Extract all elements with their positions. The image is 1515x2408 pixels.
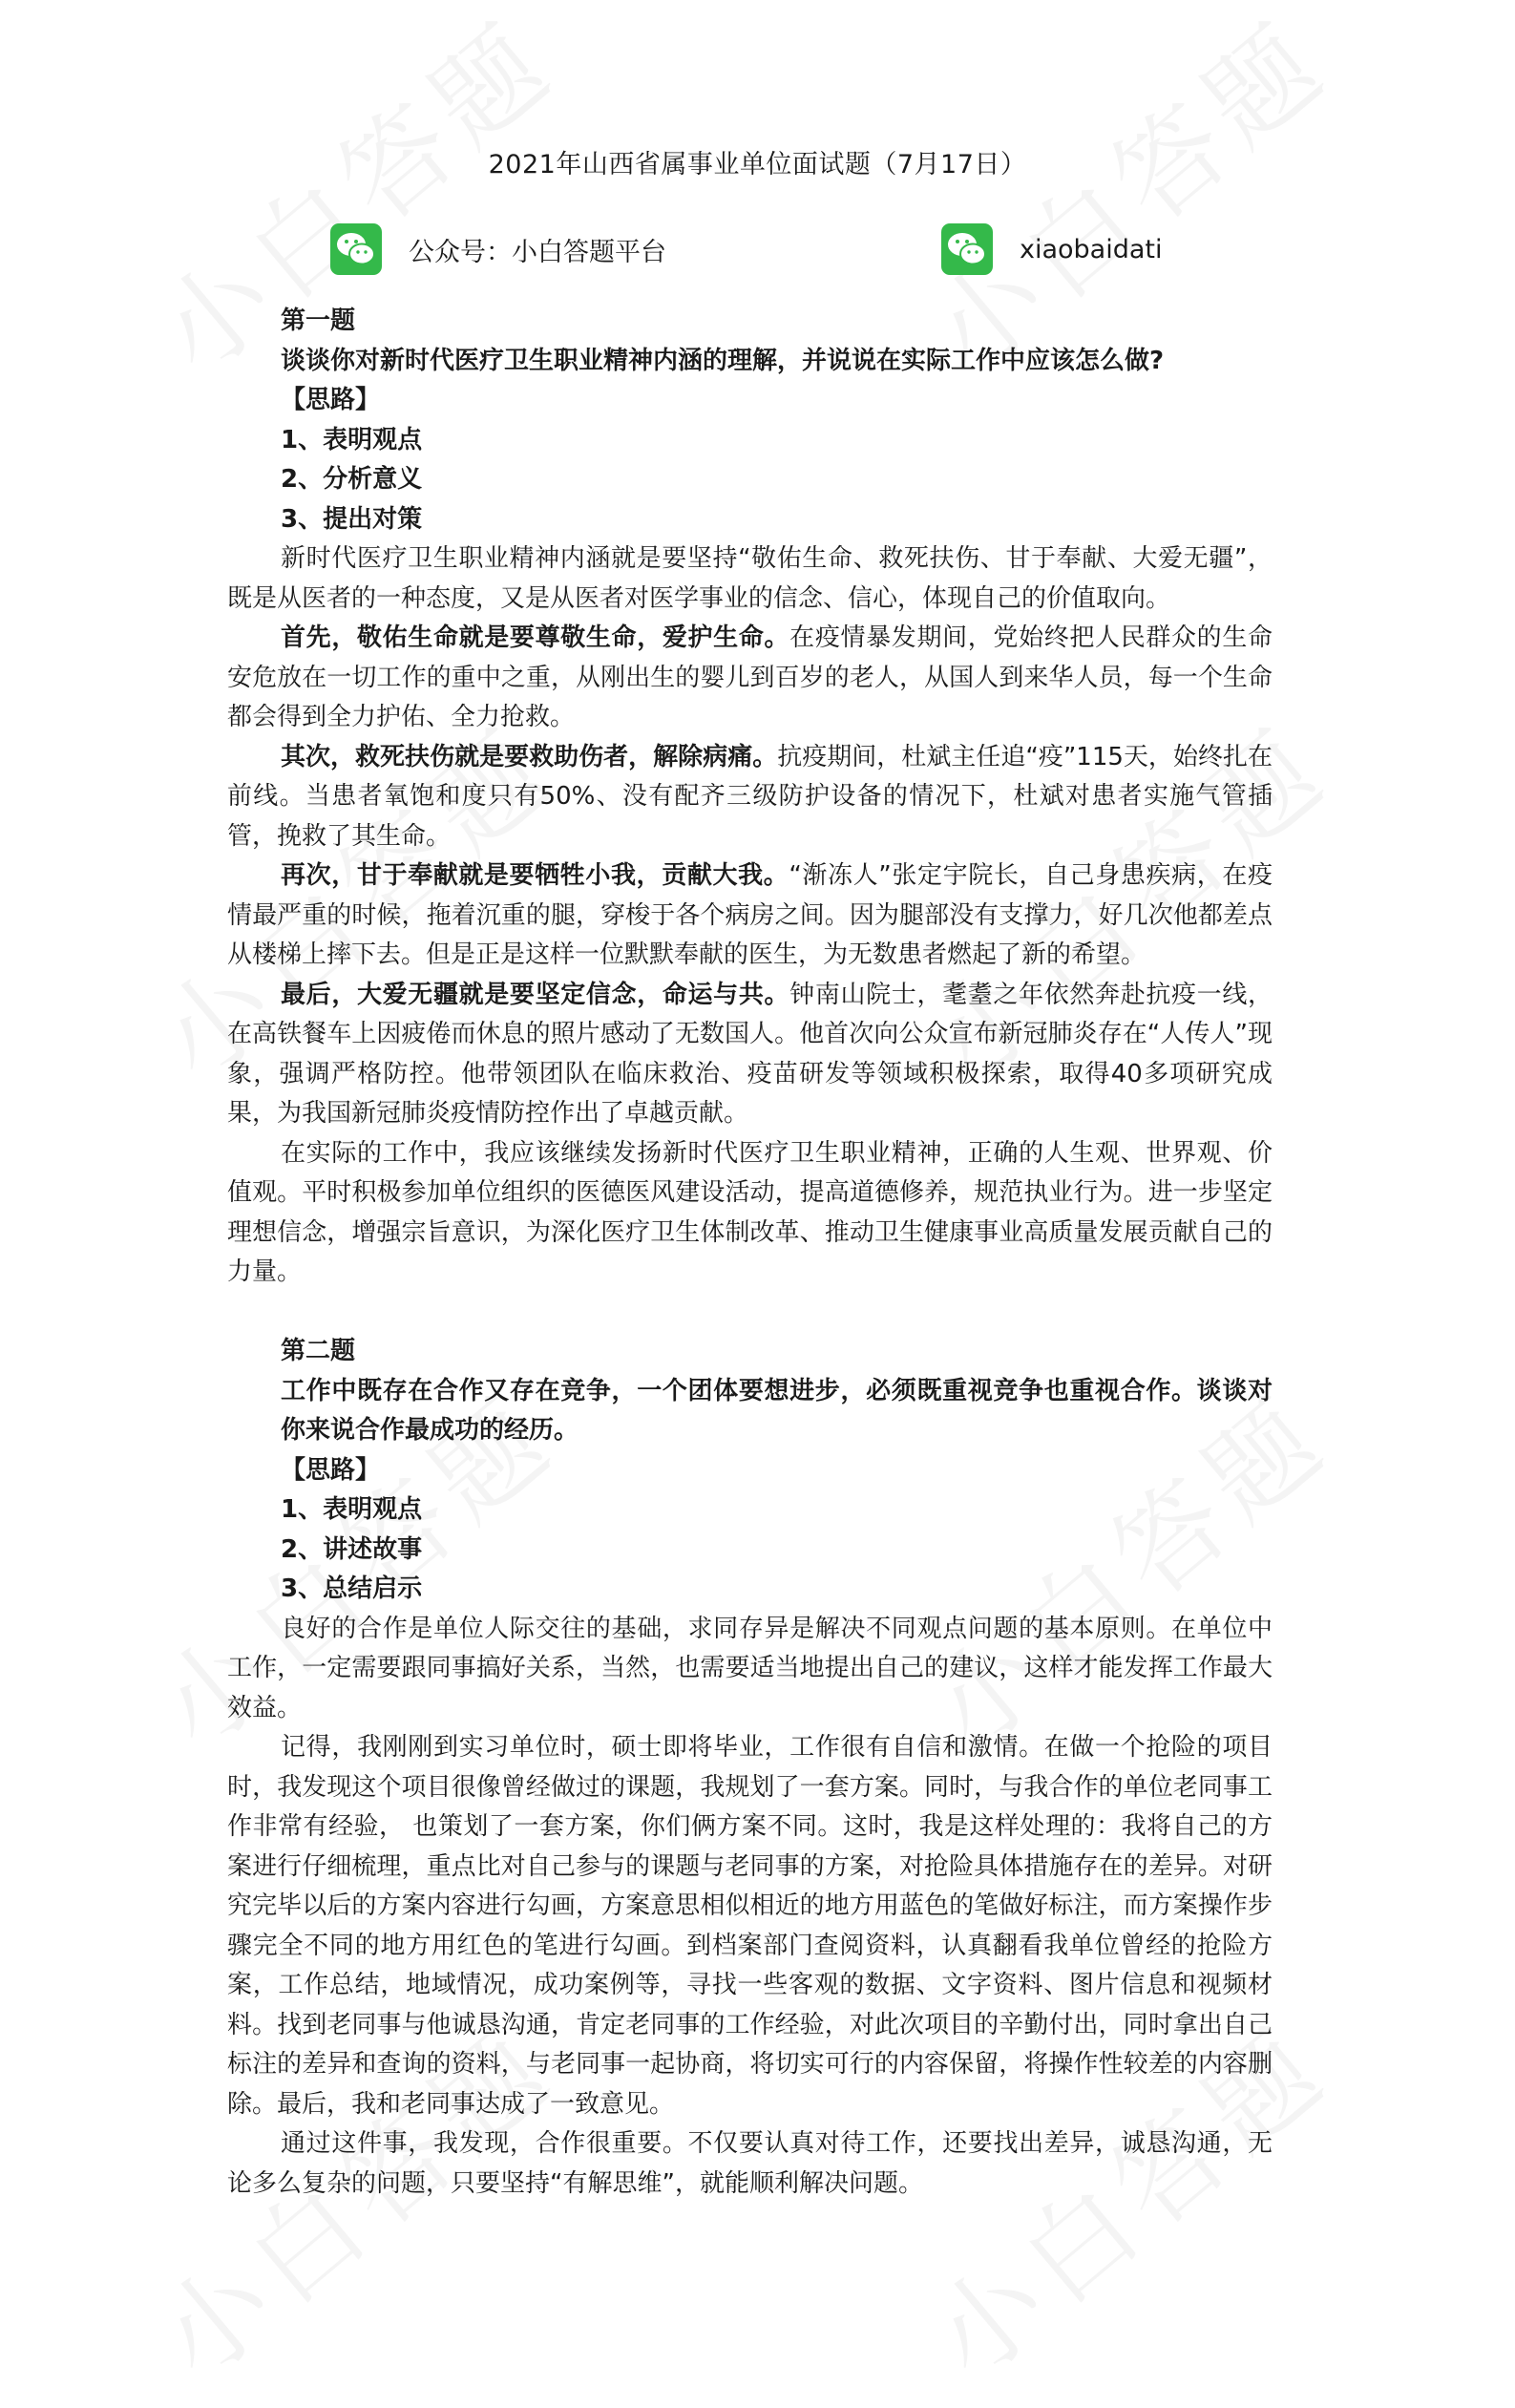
wechat-icon xyxy=(941,223,993,275)
wechat-account-left xyxy=(330,222,666,276)
paragraph-body: 钟南山院士，耄耋之年依然奔赴抗疫一线，在高铁餐车上因疲倦而休息的照片感动了无数国人。他首次向公众宣布新冠肺炎存在“人传人”现象，强调严格防控。他带领团队在临床救治、疫苗研发等领域积极探索，取得40多项研究成果，为我国新冠肺炎疫情防控作出了卓越贡献。 xyxy=(227,980,1273,1128)
answer-paragraph xyxy=(227,976,1273,1134)
question-1-heading: 第一题 xyxy=(281,306,356,335)
document-body xyxy=(227,302,1273,2204)
paragraph-body: “渐冻人”张定宇院长，自己身患疾病，在疫情最严重的时候，拖着沉重的腿，穿梭于各个病房之间。因为腿部没有支撑力，好几次他都差点从楼梯上摔下去。但是正是这样一位默默奉献的医生，为无数患者燃起了新的希望。 xyxy=(227,861,1273,969)
question-1-text: 谈谈你对新时代医疗卫生职业精神内涵的理解，并说说在实际工作中应该怎么做? xyxy=(281,346,1165,375)
wechat-account-right xyxy=(941,222,1163,276)
answer-paragraph: 良好的合作是单位人际交往的基础，求同存异是解决不同观点问题的基本原则。在单位中工作，一定需要跟同事搞好关系，当然，也需要适当地提出自己的建议，这样才能发挥工作最大效益。 xyxy=(227,1614,1273,1722)
thinking-step: 2、分析意义 xyxy=(281,465,423,494)
answer-paragraph xyxy=(227,738,1273,857)
wechat-icon xyxy=(330,223,382,275)
answer-paragraph: 新时代医疗卫生职业精神内涵就是要坚持“敬佑生命、救死扶伤、甘于奉献、大爱无疆”，既是从医者的一种态度，又是从医者对医学事业的信念、信心，体现自己的价值取向。 xyxy=(227,544,1273,613)
answer-paragraph xyxy=(227,856,1273,976)
paragraph-lead: 首先，敬佑生命就是要尊敬生命，爱护生命。 xyxy=(281,623,790,652)
paragraph-lead: 其次，救死扶伤就是要救助伤者，解除病痛。 xyxy=(281,742,778,771)
paragraph-lead: 最后，大爱无疆就是要坚定信念，命运与共。 xyxy=(281,980,790,1009)
question-2-text: 工作中既存在合作又存在竞争，一个团体要想进步，必须既重视竞争也重视合作。谈谈对你来说合作最成功的经历。 xyxy=(281,1376,1273,1445)
answer-paragraph: 记得，我刚刚到实习单位时，硕士即将毕业，工作很有自信和激情。在做一个抢险的项目时，我发现这个项目很像曾经做过的课题，我规划了一套方案。同时，与我合作的单位老同事工作非常有经验， 也策划了一套方案，你们俩方案不同。这时，我是这样处理的：我将自己的方案进行仔细梳理，重点比对自己参与的课题与老同事的方案，对抢险具体措施存在的差异。对研究完毕以后的方案内容进行勾画，方案意思相似相近的地方用蓝色的笔做好标注，而方案操作步骤完全不同的地方用红色的笔进行勾画。到档案部门查阅资料，认真翻看我单位曾经的抢险方案，工作总结，地域情况，成功案例等，寻找一些客观的数据、文字资料、图片信息和视频材料。找到老同事与他诚恳沟通，肯定老同事的工作经验，对此次项目的辛勤付出，同时拿出自己标注的差异和查询的资料，与老同事一起协商，将切实可行的内容保留，将操作性较差的内容删除。最后，我和老同事达成了一致意见。 xyxy=(227,1733,1273,2119)
thinking-step: 3、总结启示 xyxy=(281,1574,423,1603)
answer-paragraph: 通过这件事，我发现，合作很重要。不仅要认真对待工作，还要找出差异，诚恳沟通，无论多么复杂的问题，只要坚持“有解思维”，就能顺利解决问题。 xyxy=(227,2129,1273,2198)
thinking-step: 2、讲述故事 xyxy=(281,1534,423,1564)
document-title: 2021年山西省属事业单位面试题（7月17日） xyxy=(488,150,1027,180)
paragraph-lead: 再次，甘于奉献就是要牺牲小我，贡献大我。 xyxy=(281,861,789,890)
section-spacer xyxy=(227,1293,1273,1333)
question-2-heading: 第二题 xyxy=(281,1337,356,1365)
thinking-label: 【思路】 xyxy=(281,386,381,414)
thinking-step: 1、表明观点 xyxy=(281,425,423,454)
answer-paragraph xyxy=(227,619,1273,738)
thinking-step: 1、表明观点 xyxy=(281,1495,423,1524)
thinking-label: 【思路】 xyxy=(281,1455,381,1485)
paragraph-body: 抗疫期间，杜斌主任追“疫”115天，始终扎在前线。当患者氧饱和度只有50%、没有配齐三级防护设备的情况下，杜斌对患者实施气管插管，挽救了其生命。 xyxy=(227,742,1273,851)
answer-paragraph: 在实际的工作中，我应该继续发扬新时代医疗卫生职业精神，正确的人生观、世界观、价值观。平时积极参加单位组织的医德医风建设活动，提高道德修养，规范执业行为。进一步坚定理想信念，增强宗旨意识，为深化医疗卫生体制改革、推动卫生健康事业高质量发展贡献自己的力量。 xyxy=(227,1138,1273,1286)
wechat-id: xiaobaidati xyxy=(1020,234,1163,264)
paragraph-body: 在疫情暴发期间，党始终把人民群众的生命安危放在一切工作的重中之重，从刚出生的婴儿到百岁的老人，从国人到来华人员，每一个生命都会得到全力护佑、全力抢救。 xyxy=(227,623,1273,731)
wechat-account-name: 公众号：小白答题平台 xyxy=(409,237,666,267)
thinking-step: 3、提出对策 xyxy=(281,504,423,534)
